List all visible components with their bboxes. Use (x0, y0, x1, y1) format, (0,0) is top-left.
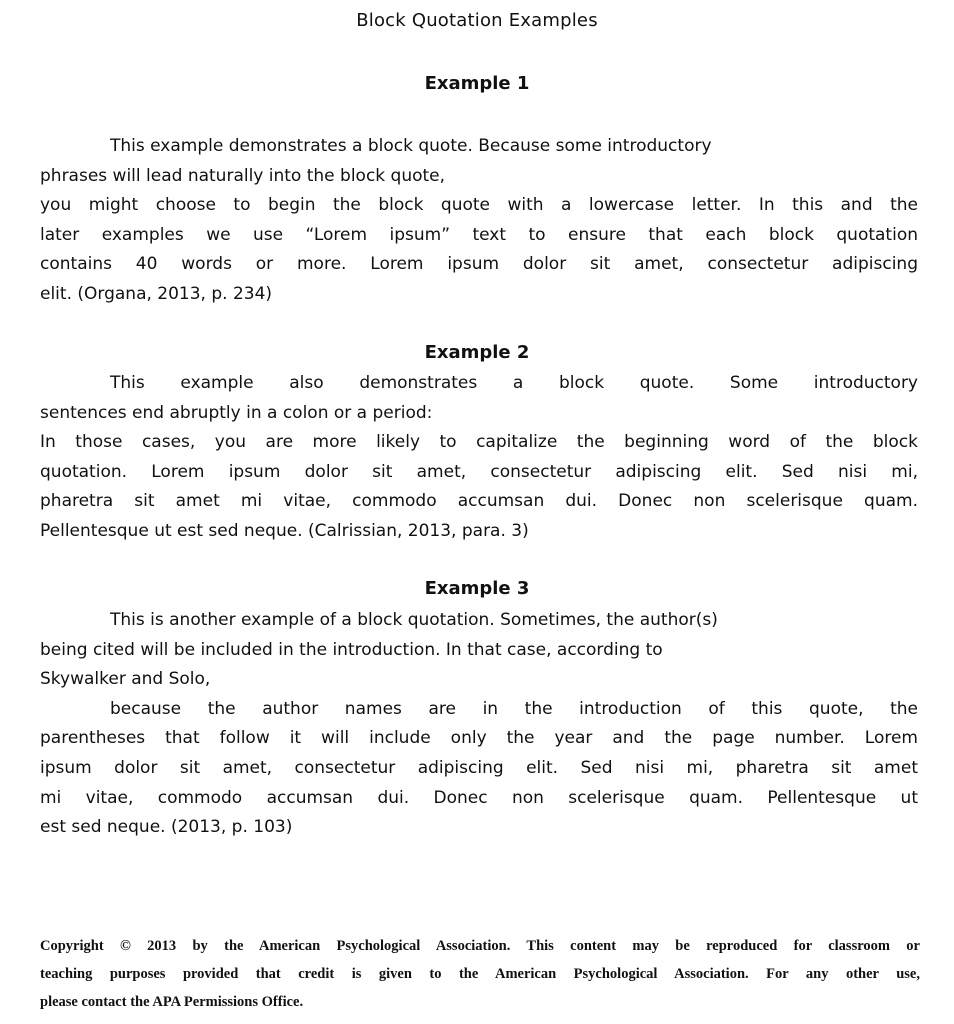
copyright-line-3: please contact the APA Permissions Office. (40, 994, 304, 1010)
document-title: Block Quotation Examples (356, 10, 598, 31)
example-3-line-8: est sed neque. (2013, p. 103) (40, 817, 293, 838)
example-1-heading: Example 1 (424, 73, 530, 94)
example-2-line-6: Pellentesque ut est sed neque. (Calrissian, 2013, para. 3) (40, 520, 529, 541)
copyright-line-2: teaching purposes provided that credit is given to the American Psychological Association. For any other use, (40, 966, 920, 982)
copyright-line-1: Copyright © 2013 by the American Psychological Association. This content may be reproduced for classroom or (40, 938, 920, 954)
example-2-line-4: quotation. Lorem ipsum dolor sit amet, consectetur adipiscing elit. Sed nisi mi, (40, 461, 918, 482)
example-2-line-5: pharetra sit amet mi vitae, commodo accumsan dui. Donec non scelerisque quam. (40, 491, 918, 512)
example-3-line-4: because the author names are in the introduction of this quote, the (110, 698, 918, 719)
example-1-line-6: elit. (Organa, 2013, p. 234) (40, 283, 273, 304)
example-3-line-6: ipsum dolor sit amet, consectetur adipiscing elit. Sed nisi mi, pharetra sit amet (40, 757, 918, 778)
example-1-line-4: later examples we use “Lorem ipsum” text to ensure that each block quotation (40, 224, 918, 245)
copyright-notice (40, 932, 920, 1016)
example-1-line-1: This example demonstrates a block quote. Because some introductory (110, 136, 712, 156)
example-2-line-3: In those cases, you are more likely to capitalize the beginning word of the block (40, 432, 918, 453)
example-3-line-1: This is another example of a block quotation. Sometimes, the author(s) (110, 610, 718, 630)
example-2-line-2: sentences end abruptly in a colon or a period: (40, 402, 433, 423)
example-2-block (40, 369, 918, 547)
example-3-line-5: parentheses that follow it will include only the year and the page number. Lorem (40, 728, 918, 749)
example-2-line-1: This example also demonstrates a block quote. Some introductory (110, 373, 918, 393)
example-3-line-7: mi vitae, commodo accumsan dui. Donec non scelerisque quam. Pellentesque ut (40, 787, 918, 808)
example-1-line-2: phrases will lead naturally into the block quote, (40, 165, 446, 186)
example-3-line-2: being cited will be included in the introduction. In that case, according to (40, 639, 663, 660)
example-2-heading: Example 2 (424, 342, 530, 363)
example-3-line-3: Skywalker and Solo, (40, 669, 211, 690)
example-1-block (40, 132, 918, 310)
example-3-block (40, 606, 918, 843)
example-3-heading: Example 3 (424, 578, 530, 599)
example-1-line-5: contains 40 words or more. Lorem ipsum dolor sit amet, consectetur adipiscing (40, 254, 918, 275)
example-1-line-3: you might choose to begin the block quote with a lowercase letter. In this and the (40, 195, 918, 216)
